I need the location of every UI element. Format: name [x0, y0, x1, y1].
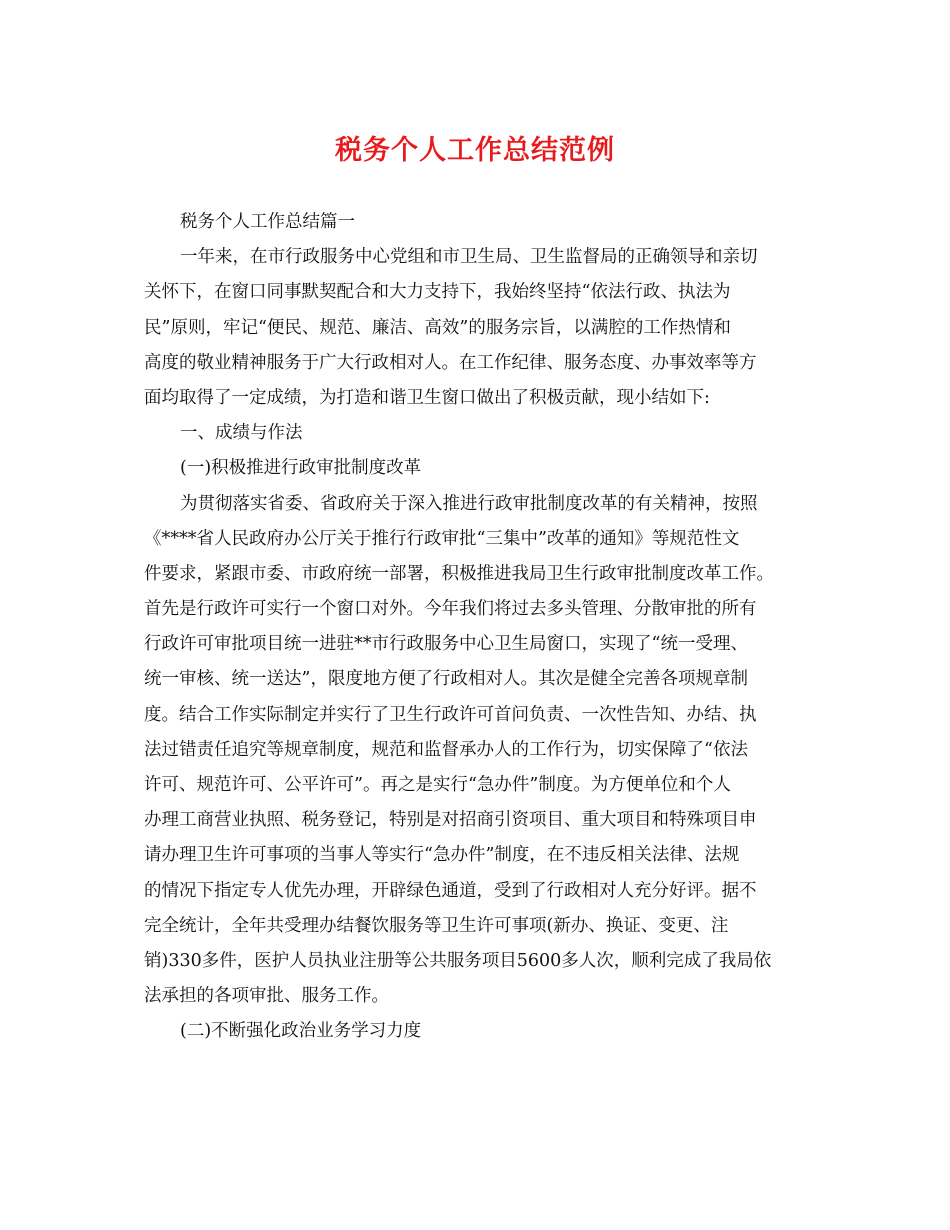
paragraph-line: 法承担的各项审批、服务工作。 — [144, 986, 389, 1007]
paragraph-line: 完全统计，全年共受理办结餐饮服务等卫生许可事项(新办、换证、变更、注 — [144, 915, 729, 936]
subsection-heading: (一)积极推进行政审批制度改革 — [180, 458, 422, 479]
paragraph-line: 销)330多件，医护人员执业注册等公共服务项目5600多人次，顺利完成了我局依 — [144, 950, 772, 971]
paragraph-line: 办理工商营业执照、税务登记，特别是对招商引资项目、重大项目和特殊项目申 — [144, 810, 757, 831]
paragraph-line: 民”原则，牢记“便民、规范、廉洁、高效”的服务宗旨，以满腔的工作热情和 — [144, 317, 731, 338]
paragraph-line: 请办理卫生许可事项的当事人等实行“急办件”制度，在不违反相关法律、法规 — [144, 845, 740, 866]
paragraph-line: 面均取得了一定成绩，为打造和谐卫生窗口做出了积极贡献，现小结如下: — [144, 387, 710, 408]
paragraph-line: 许可、规范许可、公平许可”。再之是实行“急办件”制度。为方便单位和个人 — [144, 775, 731, 795]
paragraph-line: 高度的敬业精神服务于广大行政相对人。在工作纪律、服务态度、办事效率等方 — [144, 352, 757, 373]
section-heading: 税务个人工作总结篇一 — [180, 212, 355, 232]
paragraph-line: 度。结合工作实际制定并实行了卫生行政许可首问负责、一次性告知、办结、执 — [144, 704, 757, 725]
document-title: 税务个人工作总结范例 — [335, 135, 615, 166]
subsection-heading: (二)不断强化政治业务学习力度 — [180, 1021, 422, 1042]
paragraph-line: 统一审核、统一送达”，限度地方便了行政相对人。其次是健全完善各项规章制 — [144, 669, 748, 690]
paragraph-line: 法过错责任追究等规章制度，规范和监督承办人的工作行为，切实保障了“依法 — [144, 739, 748, 760]
paragraph-line: 的情况下指定专人优先办理，开辟绿色通道，受到了行政相对人充分好评。据不 — [144, 880, 757, 901]
document-body — [144, 205, 812, 1050]
section-heading: 一、成绩与作法 — [180, 423, 303, 444]
paragraph-line: 关怀下，在窗口同事默契配合和大力支持下，我始终坚持“依法行政、执法为 — [144, 282, 731, 303]
paragraph-line: 行政许可审批项目统一进驻**市行政服务中心卫生局窗口，实现了“统一受理、 — [144, 634, 748, 655]
paragraph-line: 《****省人民政府办公厅关于推行行政审批“三集中”改革的通知》等规范性文 — [144, 528, 740, 549]
paragraph-line: 件要求，紧跟市委、市政府统一部署，积极推进我局卫生行政审批制度改革工作。 — [144, 563, 774, 584]
paragraph-line: 一年来，在市行政服务中心党组和市卫生局、卫生监督局的正确领导和亲切 — [180, 247, 758, 268]
paragraph-line: 首先是行政许可实行一个窗口对外。今年我们将过去多头管理、分散审批的所有 — [144, 599, 757, 620]
paragraph-line: 为贯彻落实省委、省政府关于深入推进行政审批制度改革的有关精神，按照 — [180, 493, 758, 514]
